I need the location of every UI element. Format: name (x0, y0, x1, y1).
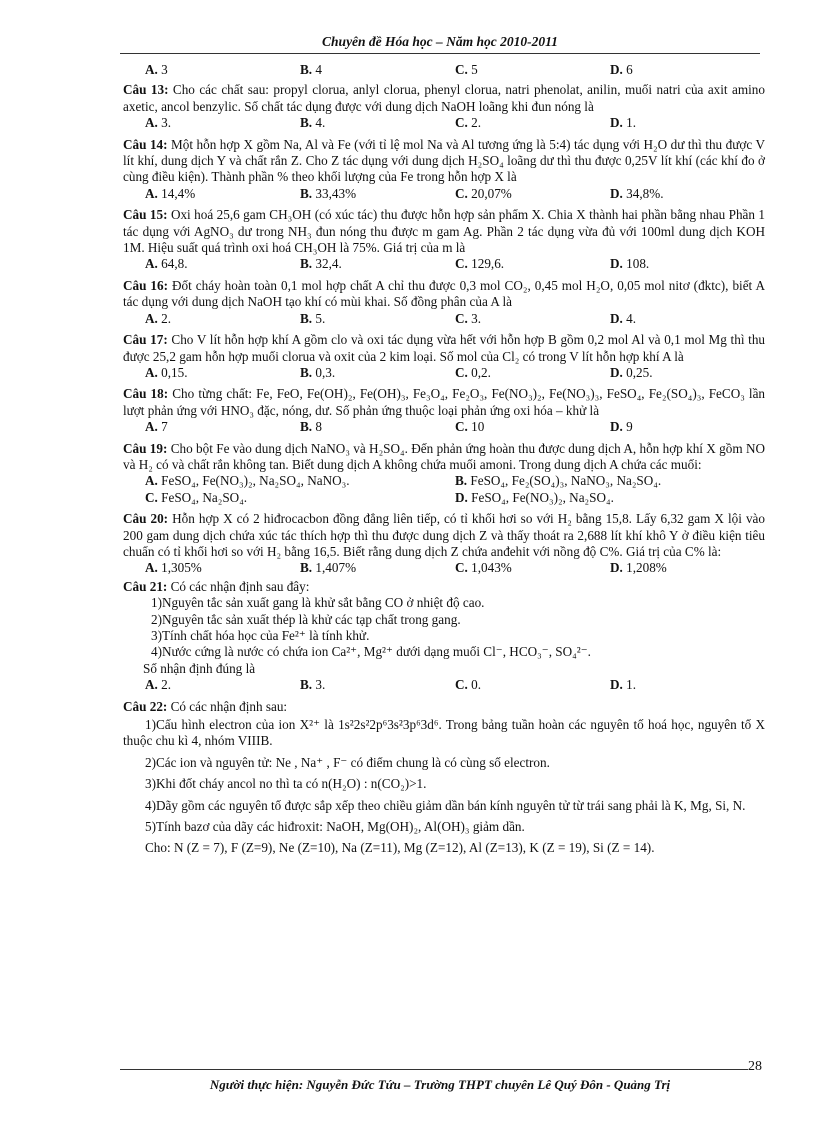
question-16 (123, 278, 765, 311)
statement: 3)Tính chất hóa học của Fe²⁺ là tính khử. (151, 628, 370, 643)
answer-option: A. 7 (145, 419, 168, 435)
statement: 4)Dãy gồm các nguyên tố được sắp xếp theo chiều giảm dần bán kính nguyên tử từ trái sang phải là K, Mg, Si, N. (145, 797, 746, 813)
answer-row (123, 419, 765, 435)
answer-option: B. 4 (300, 62, 322, 77)
footer-rule (120, 1069, 748, 1070)
answer-row (123, 490, 765, 506)
question-17 (123, 332, 765, 365)
answer-option: B. 3. (300, 677, 326, 693)
answer-option: A. 3. (145, 115, 172, 131)
question-number: Câu 22: (123, 698, 168, 714)
question-22 (123, 699, 765, 715)
question-text: Oxi hoá 25,6 gam CH₃OH (có xúc tác) thu được hỗn hợp sản phẩm X. Chia X thành hai phần bằng nhau Phần 1 tác dụng với AgNO₃ dư trong NH₃ đun nóng thu được m gam Ag. Phần 2 tác dụng vừa đủ với 100ml dung dịch KOH 1M. Hiệu suất quá trình oxi hoá CH₃OH là 75%. Giá trị của m là (123, 207, 766, 256)
question-13 (123, 82, 765, 115)
atomic-number-note: Cho: N (Z = 7), F (Z=9), Ne (Z=10), Na (Z=11), Mg (Z=12), Al (Z=13), K (Z = 19), Si (Z = 14). (145, 840, 655, 856)
question-number: Câu 15: (123, 207, 168, 223)
question-number: Câu 16: (123, 277, 169, 293)
answer-option: B. 1,407% (300, 560, 357, 576)
answer-row (123, 62, 765, 78)
answer-option: D. 6 (610, 62, 633, 77)
answer-option: C. 10 (455, 419, 485, 435)
question-text: Cho từng chất: Fe, FeO, Fe(OH)₂, Fe(OH)₃, Fe₃O₄, Fe₂O₃, Fe(NO₃)₂, Fe(NO₃)₃, FeSO₄, Fe₂(SO₄)₃, FeCO₃ lần lượt phản ứng với HNO₃ đặc, nóng, dư. Số phản ứng thuộc loại phản ứng oxi hóa – khử là (123, 386, 766, 418)
answer-option: D. 1. (610, 677, 637, 693)
answer-option: B. 4. (300, 115, 326, 131)
statement: Số nhận định đúng là (143, 660, 256, 676)
answer-option: D. 9 (610, 419, 633, 435)
answer-row (123, 473, 765, 489)
answer-row (123, 311, 765, 327)
question-19 (123, 441, 765, 474)
answer-option: A. 0,15. (145, 364, 188, 380)
statement: 4)Nước cứng là nước có chứa ion Ca²⁺, Mg²⁺ dưới dạng muối Cl⁻, HCO₃⁻, SO₄²⁻. (151, 644, 591, 660)
question-20 (123, 511, 765, 560)
question-15 (123, 207, 765, 256)
statement: 3)Khi đốt cháy ancol no thì ta có n(H₂O) : n(CO₂)>1. (145, 776, 427, 792)
answer-option: B. FeSO₄, Fe₂(SO₄)₃, NaNO₃, Na₂SO₄. (455, 473, 662, 489)
answer-option: B. 32,4. (300, 256, 342, 272)
answer-option: C. 2. (455, 115, 482, 131)
page-header: Chuyên đề Hóa học – Năm học 2010-2011 (322, 34, 558, 49)
answer-option: C. 3. (455, 310, 482, 326)
answer-option: D. 1,208% (610, 560, 667, 576)
page-number: 28 (748, 1059, 762, 1074)
question-number: Câu 18: (123, 386, 169, 402)
answer-option: A. 2. (145, 677, 172, 693)
question-text: Hỗn hợp X có 2 hiđrocacbon đồng đẳng liên tiếp, có tỉ khối hơi so với H₂ bằng 15,8. Lấy 6,32 gam X lội vào 200 gam dung dịch chứa xúc tác thích hợp thì thu được dung dịch Z và thấy thoát ra 2,688 lít khí khô Y ở điều kiện tiêu chuẩn có tỉ khối hơi so với H₂ bằng 16,5. Biết rằng dung dịch Z chứa anđehit với nồng độ C%. Giá trị của C% là: (123, 511, 766, 559)
page-footer: Người thực hiện: Nguyễn Đức Tứu – Trường THPT chuyên Lê Quý Đôn - Quảng Trị (209, 1077, 671, 1092)
answer-option: A. 64,8. (145, 256, 188, 272)
question-text: Có các nhận định sau đây: (170, 578, 310, 594)
answer-option: C. 0. (455, 677, 482, 693)
answer-option: C. 20,07% (455, 185, 512, 201)
statement: 1)Cấu hình electron của ion X²⁺ là 1s²2s²2p⁶3s²3p⁶3d⁶. Trong bảng tuần hoàn các nguyên tố hoá học, nguyên tố X thuộc chu kì 4, nhóm VIIIB. (123, 717, 765, 749)
answer-option: B. 0,3. (300, 364, 336, 380)
answer-option: D. 108. (610, 256, 650, 272)
question-text: Một hỗn hợp X gồm Na, Al và Fe (với tỉ lệ mol Na và Al tương ứng là 5:4) tác dụng với H₂O dư thì thu được V lít khí, dung dịch Y và chất rắn Z. Cho Z tác dụng với dung dịch H₂SO₄ loãng dư thì thu được 0,25V lít khí (các khí đo ở cùng điều kiện). Thành phần % theo khối lượng của Fe trong hỗn hợp X là (123, 136, 765, 185)
answer-option: A. 2. (145, 310, 172, 326)
question-number: Câu 19: (123, 440, 168, 456)
answer-row (123, 677, 765, 693)
answer-option: C. 0,2. (455, 364, 491, 380)
statement: 2)Các ion và nguyên tử: Ne , Na⁺ , F⁻ có điểm chung là có cùng số electron. (145, 754, 550, 770)
statement: 2)Nguyên tắc sản xuất thép là khử các tạp chất trong gang. (151, 611, 461, 627)
answer-option: C. 129,6. (455, 256, 505, 272)
question-14 (123, 137, 765, 186)
answer-row (123, 115, 765, 131)
statement: 1)Nguyên tắc sản xuất gang là khử sắt bằng CO ở nhiệt độ cao. (151, 595, 485, 611)
answer-option: B. 5. (300, 310, 326, 326)
answer-option: D. 0,25. (610, 364, 653, 380)
answer-row (123, 560, 765, 576)
question-text: Cho các chất sau: propyl clorua, anlyl clorua, phenyl clorua, natri phenolat, anilin, muối natri của axit amino axetic, ancol benzylic. Số chất tác dụng được với dung dịch NaOH loãng khi đun nóng là (123, 82, 765, 114)
question-text: Cho V lít hỗn hợp khí A gồm clo và oxi tác dụng vừa hết với hỗn hợp B gồm 0,2 mol Al và 0,1 mol Mg thì thu được 25,2 gam hỗn hợp muối clorua và oxit của 2 kim loại. Số mol của Cl₂ có trong V lít hỗn hợp khí A là (123, 332, 766, 364)
question-number: Câu 21: (123, 578, 168, 594)
answer-option: A. 1,305% (145, 560, 202, 576)
question-text: Cho bột Fe vào dung dịch NaNO₃ và H₂SO₄. Đến phản ứng hoàn thu được dung dịch A, hỗn hợp khí X gồm NO và H₂ có và chất rắn không tan. Biết dung dịch A không chứa muối amoni. Trong dung dịch A chứa các muối: (123, 440, 765, 472)
question-text: Đốt cháy hoàn toàn 0,1 mol hợp chất A chỉ thu được 0,3 mol CO₂, 0,45 mol H₂O, 0,05 mol nitơ (đktc), biết A tác dụng với dung dịch NaOH tạo khí có mùi khai. Số đồng phân của A là (123, 277, 765, 310)
answer-option: B. 33,43% (300, 185, 357, 201)
answer-option: A. 14,4% (145, 185, 196, 201)
answer-option: D. FeSO₄, Fe(NO₃)₂, Na₂SO₄. (455, 489, 614, 505)
question-number: Câu 17: (123, 332, 168, 348)
answer-option: C. FeSO₄, Na₂SO₄. (145, 489, 248, 505)
question-21 (123, 579, 765, 595)
answer-option: C. 5 (455, 62, 478, 77)
header-rule (120, 53, 760, 54)
answer-option: A. FeSO₄, Fe(NO₃)₂, Na₂SO₄, NaNO₃. (145, 473, 350, 489)
answer-option: C. 1,043% (455, 560, 512, 576)
answer-row (123, 365, 765, 381)
answer-option: D. 4. (610, 310, 637, 326)
answer-option: D. 1. (610, 115, 637, 131)
answer-row (123, 186, 765, 202)
answer-option: B. 8 (300, 419, 322, 435)
answer-option: D. 34,8%. (610, 185, 664, 201)
question-18 (123, 386, 765, 419)
question-number: Câu 13: (123, 82, 169, 98)
statement: 5)Tính bazơ của dãy các hiđroxit: NaOH, Mg(OH)₂, Al(OH)₃ giảm dần. (145, 819, 525, 835)
page-content (123, 62, 765, 857)
question-number: Câu 20: (123, 511, 169, 527)
question-number: Câu 14: (123, 136, 168, 152)
question-text: Có các nhận định sau: (170, 698, 288, 714)
answer-row (123, 256, 765, 272)
answer-option: A. 3 (145, 62, 168, 77)
